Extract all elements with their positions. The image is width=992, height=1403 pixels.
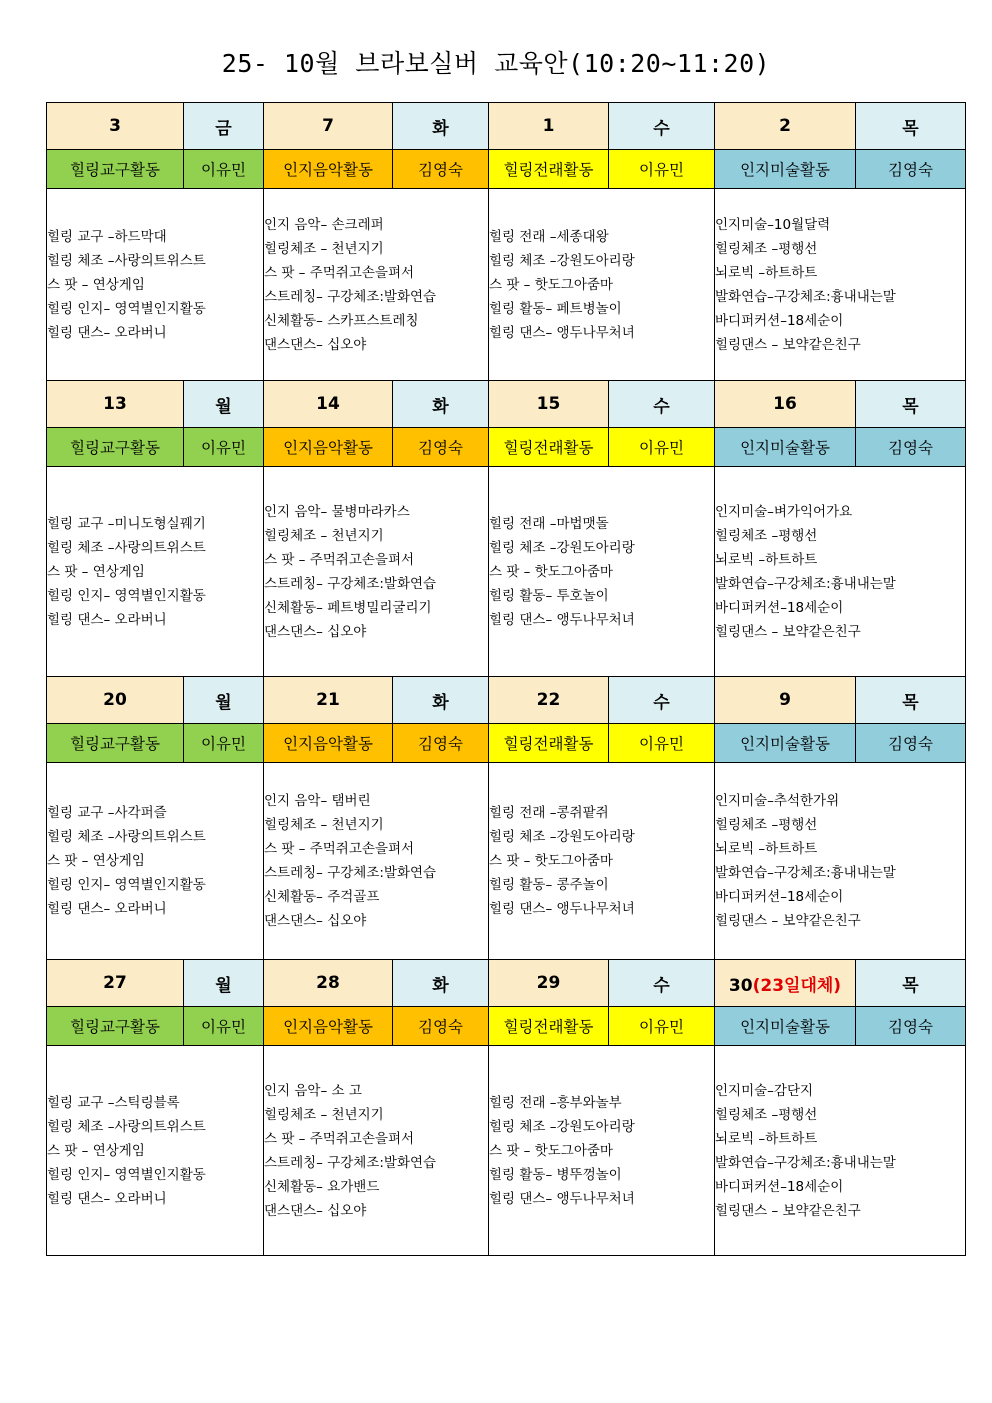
lesson-plan-line: 힐링 전래 –흥부와놀부 (489, 1094, 622, 1111)
lesson-plan-line: 힐링체조 – 천년지기 (264, 240, 384, 257)
lesson-plan-line: 인지 음악– 물병마라카스 (264, 503, 410, 520)
date-number: 20 (103, 690, 127, 710)
lesson-plan-line: 발화연습–구강체조:흉내내는말 (715, 1154, 896, 1171)
date-number: 16 (773, 394, 797, 414)
teacher-name: 김영숙 (856, 1007, 966, 1046)
lesson-plan-line: 힐링 전래 –콩쥐팥쥐 (489, 805, 609, 821)
day-date (47, 677, 184, 724)
week-activity-row (47, 724, 966, 763)
date-number: 1 (542, 116, 555, 136)
day-weekday: 화 (393, 381, 489, 428)
lesson-plan-line: 바디퍼커션–18세순이 (715, 1178, 844, 1195)
lesson-plan-list (715, 789, 965, 933)
teacher-name: 김영숙 (393, 428, 489, 467)
day-weekday: 수 (609, 677, 715, 724)
day-date (264, 960, 393, 1007)
lesson-plan-line: 스 팟 – 연상게임 (47, 276, 145, 293)
lesson-plan-line: 신체활동– 요가밴드 (264, 1178, 380, 1195)
day-weekday: 목 (856, 960, 966, 1007)
lesson-plan-line: 스트레칭– 구강체조:발화연습 (264, 288, 437, 305)
activity-name: 인지음악활동 (264, 1007, 393, 1046)
lesson-plan-line: 힐링 체조 –사랑의트위스트 (47, 829, 206, 845)
lesson-plan-line: 댄스댄스– 십오야 (264, 913, 367, 929)
week-content-row (47, 189, 966, 381)
lesson-plan-line: 댄스댄스– 십오야 (264, 1202, 367, 1219)
lesson-plan-cell (715, 189, 966, 381)
lesson-plan-cell (489, 1046, 715, 1256)
lesson-plan-line: 신체활동– 스카프스트레칭 (264, 312, 419, 329)
activity-name: 인지음악활동 (264, 428, 393, 467)
teacher-name: 김영숙 (393, 724, 489, 763)
activity-name: 인지음악활동 (264, 724, 393, 763)
lesson-plan-line: 인지미술–추석한가위 (715, 793, 840, 809)
date-number: 21 (316, 690, 340, 710)
lesson-plan-line: 신체활동– 페트병밀리굴리기 (264, 599, 432, 616)
day-weekday: 목 (856, 103, 966, 150)
lesson-plan-line: 힐링댄스 – 보약같은친구 (715, 336, 861, 353)
date-number: 3 (109, 116, 121, 136)
lesson-plan-line: 힐링체조 –평행선 (715, 240, 818, 257)
lesson-plan-line: 스 팟 – 핫도그아줌마 (489, 853, 613, 869)
lesson-plan-line: 스 팟 – 핫도그아줌마 (489, 276, 613, 293)
lesson-plan-list (489, 801, 714, 921)
lesson-plan-cell (264, 189, 489, 381)
teacher-name: 김영숙 (856, 428, 966, 467)
lesson-plan-line: 뇌로빅 –하트하트 (715, 1130, 818, 1147)
lesson-plan-line: 힐링 댄스– 오라버니 (47, 611, 167, 628)
activity-name: 힐링교구활동 (47, 724, 184, 763)
date-number: 2 (779, 116, 791, 136)
lesson-plan-line: 댄스댄스– 십오야 (264, 336, 367, 353)
lesson-plan-cell (715, 467, 966, 677)
lesson-plan-line: 힐링댄스 – 보약같은친구 (715, 623, 861, 640)
lesson-plan-line: 인지 음악– 소 고 (264, 1082, 362, 1099)
lesson-plan-line: 뇌로빅 –하트하트 (715, 264, 818, 281)
lesson-plan-list (489, 512, 714, 632)
lesson-plan-line: 힐링체조 –평행선 (715, 817, 818, 833)
day-date (264, 103, 393, 150)
teacher-name: 김영숙 (856, 150, 966, 189)
week-content-row (47, 763, 966, 960)
lesson-plan-line: 인지미술–감단지 (715, 1082, 814, 1099)
lesson-plan-line: 힐링 댄스– 오라버니 (47, 901, 167, 917)
lesson-plan-line: 힐링 전래 –마법맷돌 (489, 515, 609, 532)
date-number: 28 (316, 973, 340, 993)
activity-name: 힐링교구활동 (47, 150, 184, 189)
activity-name: 힐링전래활동 (489, 724, 609, 763)
teacher-name: 이유민 (184, 150, 264, 189)
day-date (715, 677, 856, 724)
lesson-plan-line: 힐링체조 – 천년지기 (264, 1106, 384, 1123)
activity-name: 인지미술활동 (715, 724, 856, 763)
lesson-plan-list (715, 213, 965, 357)
activity-name: 힐링전래활동 (489, 1007, 609, 1046)
lesson-plan-line: 뇌로빅 –하트하트 (715, 551, 818, 568)
lesson-plan-line: 힐링체조 –평행선 (715, 1106, 818, 1123)
teacher-name: 이유민 (609, 1007, 715, 1046)
week-content-row (47, 1046, 966, 1256)
date-number: 9 (779, 690, 791, 710)
lesson-plan-list (47, 225, 263, 345)
lesson-plan-line: 스 팟 – 주먹쥐고손을펴서 (264, 551, 415, 568)
day-weekday: 월 (184, 960, 264, 1007)
day-date (47, 103, 184, 150)
week-content-row (47, 467, 966, 677)
lesson-plan-line: 힐링 댄스– 앵두나무처녀 (489, 611, 635, 628)
activity-name: 인지미술활동 (715, 1007, 856, 1046)
lesson-plan-line: 힐링 댄스– 오라버니 (47, 324, 167, 341)
lesson-plan-line: 바디퍼커션–18세순이 (715, 889, 844, 905)
lesson-plan-line: 신체활동– 주걱골프 (264, 889, 380, 905)
date-number: 14 (316, 394, 340, 414)
day-weekday: 수 (609, 381, 715, 428)
lesson-plan-line: 스트레칭– 구강체조:발화연습 (264, 865, 437, 881)
day-date (264, 677, 393, 724)
date-number: 7 (322, 116, 334, 136)
lesson-plan-line: 스 팟 – 핫도그아줌마 (489, 1142, 613, 1159)
lesson-plan-line: 힐링체조 – 천년지기 (264, 527, 384, 544)
teacher-name: 김영숙 (856, 724, 966, 763)
lesson-plan-line: 스 팟 – 주먹쥐고손을펴서 (264, 1130, 415, 1147)
teacher-name: 이유민 (184, 724, 264, 763)
date-number: 22 (536, 690, 561, 710)
day-weekday: 월 (184, 381, 264, 428)
day-date (715, 381, 856, 428)
lesson-plan-line: 힐링 체조 –강원도아리랑 (489, 829, 635, 845)
lesson-plan-line: 힐링 체조 –강원도아리랑 (489, 539, 635, 556)
day-weekday: 월 (184, 677, 264, 724)
day-date (715, 103, 856, 150)
schedule-table (46, 102, 966, 1256)
day-weekday: 금 (184, 103, 264, 150)
week-date-row (47, 381, 966, 428)
lesson-plan-cell (715, 763, 966, 960)
lesson-plan-line: 스트레칭– 구강체조:발화연습 (264, 1154, 437, 1171)
lesson-plan-line: 힐링체조 –평행선 (715, 527, 818, 544)
lesson-plan-cell (264, 467, 489, 677)
lesson-plan-line: 스 팟 – 연상게임 (47, 563, 145, 580)
day-weekday: 수 (609, 103, 715, 150)
lesson-plan-line: 힐링 교구 –사각퍼즐 (47, 805, 167, 821)
teacher-name: 김영숙 (393, 1007, 489, 1046)
teacher-name: 이유민 (184, 428, 264, 467)
activity-name: 힐링교구활동 (47, 428, 184, 467)
lesson-plan-line: 힐링 댄스– 앵두나무처녀 (489, 901, 635, 917)
activity-name: 힐링전래활동 (489, 428, 609, 467)
lesson-plan-cell (489, 189, 715, 381)
week-date-row (47, 103, 966, 150)
lesson-plan-line: 힐링 인지– 영역별인지활동 (47, 300, 206, 317)
lesson-plan-list (489, 1091, 714, 1211)
day-weekday: 수 (609, 960, 715, 1007)
lesson-plan-cell (489, 467, 715, 677)
lesson-plan-line: 힐링 댄스– 앵두나무처녀 (489, 1190, 635, 1207)
lesson-plan-list (264, 1079, 488, 1223)
lesson-plan-line: 힐링댄스 – 보약같은친구 (715, 913, 861, 929)
lesson-plan-list (715, 500, 965, 644)
teacher-name: 이유민 (184, 1007, 264, 1046)
date-number: 29 (536, 973, 561, 993)
day-date (489, 381, 609, 428)
day-date (489, 677, 609, 724)
teacher-name: 이유민 (609, 428, 715, 467)
lesson-plan-cell (47, 763, 264, 960)
lesson-plan-line: 스 팟 – 연상게임 (47, 853, 145, 869)
lesson-plan-list (489, 225, 714, 345)
date-substitute-note: (23일대체) (752, 975, 842, 996)
day-date (715, 960, 856, 1007)
lesson-plan-list (264, 500, 488, 644)
teacher-name: 김영숙 (393, 150, 489, 189)
lesson-plan-line: 힐링댄스 – 보약같은친구 (715, 1202, 861, 1219)
day-weekday: 화 (393, 677, 489, 724)
lesson-plan-line: 힐링 체조 –사랑의트위스트 (47, 539, 206, 556)
lesson-plan-list (47, 512, 263, 632)
lesson-plan-line: 힐링 체조 –강원도아리랑 (489, 1118, 635, 1135)
lesson-plan-line: 힐링 인지– 영역별인지활동 (47, 1166, 206, 1183)
date-number: 15 (536, 394, 561, 414)
lesson-plan-line: 스 팟 – 주먹쥐고손을펴서 (264, 841, 415, 857)
lesson-plan-list (264, 789, 488, 933)
week-activity-row (47, 150, 966, 189)
lesson-plan-line: 힐링 댄스– 오라버니 (47, 1190, 167, 1207)
lesson-plan-line: 바디퍼커션–18세순이 (715, 312, 844, 329)
lesson-plan-line: 힐링 교구 –미니도형실꿰기 (47, 515, 206, 532)
lesson-plan-line: 힐링 인지– 영역별인지활동 (47, 587, 206, 604)
lesson-plan-line: 스 팟 – 핫도그아줌마 (489, 563, 613, 580)
lesson-plan-line: 발화연습–구강체조:흉내내는말 (715, 865, 896, 881)
teacher-name: 이유민 (609, 724, 715, 763)
lesson-plan-line: 인지미술–10월달력 (715, 216, 831, 233)
lesson-plan-line: 힐링 체조 –사랑의트위스트 (47, 1118, 206, 1135)
day-weekday: 목 (856, 381, 966, 428)
lesson-plan-cell (715, 1046, 966, 1256)
activity-name: 힐링전래활동 (489, 150, 609, 189)
lesson-plan-line: 힐링 댄스– 앵두나무처녀 (489, 324, 635, 341)
teacher-name: 이유민 (609, 150, 715, 189)
date-number: 30 (728, 975, 753, 996)
lesson-plan-list (715, 1079, 965, 1223)
activity-name: 인지미술활동 (715, 428, 856, 467)
week-activity-row (47, 428, 966, 467)
lesson-plan-cell (264, 1046, 489, 1256)
lesson-plan-line: 힐링 활동– 병뚜껑놀이 (489, 1166, 622, 1183)
date-number: 13 (103, 394, 127, 414)
day-date (489, 103, 609, 150)
day-date (47, 381, 184, 428)
lesson-plan-line: 힐링 활동– 투호놀이 (489, 587, 609, 604)
date-number: 27 (103, 973, 127, 993)
lesson-plan-line: 힐링 활동– 콩주놀이 (489, 877, 609, 893)
lesson-plan-line: 힐링 전래 –세종대왕 (489, 228, 609, 245)
day-weekday: 화 (393, 960, 489, 1007)
lesson-plan-line: 인지미술–벼가익어가요 (715, 503, 853, 520)
lesson-plan-list (47, 1091, 263, 1211)
lesson-plan-cell (264, 763, 489, 960)
lesson-plan-line: 힐링 교구 –하드막대 (47, 228, 167, 245)
activity-name: 인지음악활동 (264, 150, 393, 189)
lesson-plan-line: 힐링 체조 –강원도아리랑 (489, 252, 635, 269)
activity-name: 인지미술활동 (715, 150, 856, 189)
day-weekday: 목 (856, 677, 966, 724)
day-date (489, 960, 609, 1007)
day-weekday: 화 (393, 103, 489, 150)
activity-name: 힐링교구활동 (47, 1007, 184, 1046)
week-activity-row (47, 1007, 966, 1046)
lesson-plan-line: 힐링체조 – 천년지기 (264, 817, 384, 833)
page-title: 25- 10월 브라보실버 교육안(10:20~11:20) (221, 49, 771, 78)
lesson-plan-line: 스트레칭– 구강체조:발화연습 (264, 575, 437, 592)
lesson-plan-line: 바디퍼커션–18세순이 (715, 599, 844, 616)
lesson-plan-cell (47, 467, 264, 677)
lesson-plan-line: 힐링 체조 –사랑의트위스트 (47, 252, 206, 269)
lesson-plan-line: 댄스댄스– 십오야 (264, 623, 367, 640)
lesson-plan-line: 힐링 활동– 페트병놀이 (489, 300, 622, 317)
lesson-plan-cell (47, 189, 264, 381)
lesson-plan-line: 인지 음악– 손크레퍼 (264, 216, 384, 233)
lesson-plan-line: 힐링 교구 –스틱링블록 (47, 1094, 180, 1111)
lesson-plan-list (47, 801, 263, 921)
week-date-row (47, 960, 966, 1007)
lesson-plan-list (264, 213, 488, 357)
lesson-plan-line: 발화연습–구강체조:흉내내는말 (715, 288, 896, 305)
lesson-plan-line: 스 팟 – 연상게임 (47, 1142, 145, 1159)
lesson-plan-line: 스 팟 – 주먹쥐고손을펴서 (264, 264, 415, 281)
lesson-plan-line: 뇌로빅 –하트하트 (715, 841, 818, 857)
lesson-plan-line: 인지 음악– 탬버린 (264, 793, 371, 809)
lesson-plan-cell (47, 1046, 264, 1256)
lesson-plan-line: 힐링 인지– 영역별인지활동 (47, 877, 206, 893)
week-date-row (47, 677, 966, 724)
lesson-plan-cell (489, 763, 715, 960)
day-date (47, 960, 184, 1007)
day-date (264, 381, 393, 428)
lesson-plan-line: 발화연습–구강체조:흉내내는말 (715, 575, 896, 592)
